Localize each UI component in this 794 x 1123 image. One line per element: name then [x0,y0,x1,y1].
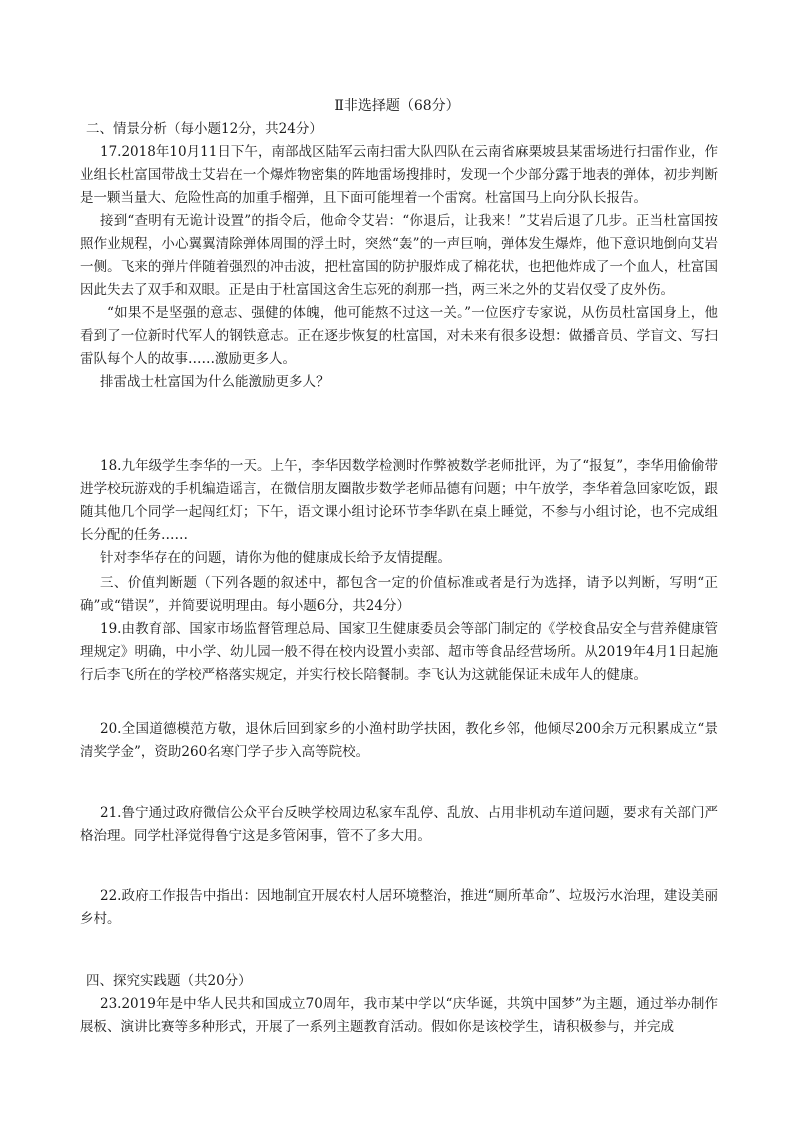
q18-paragraph: 18.九年级学生李华的一天。上午，李华因数学检测时作弊被数学老师批评，为了“报复”，李华用偷偷带进学校玩游戏的手机编造谣言，在微信朋友圈散步数学老师品德有问题；中午放学，李华着急回家吃饭，跟随其他几个同学一起闯红灯；下午，语文课小组讨论环节李华趴在桌上睡觉，不参与小组讨论，也不完成组长分配的任务…… [80,458,718,543]
q17-paragraph-2: 接到“查明有无诡计设置”的指令后，他命令艾岩：“你退后，让我来！”艾岩后退了几步。正当杜富国按照作业规程，小心翼翼清除弹体周围的浮土时，突然“轰”的一声巨响，弹体发生爆炸，他下意识地倒向艾岩一侧。飞来的弹片伴随着强烈的冲击波，把杜富国的防护服炸成了棉花状，也把他炸成了一个血人，杜富国因此失去了双手和双眼。正是由于杜富国这舍生忘死的刹那一挡，两三米之外的艾岩仅受了皮外伤。 [80,213,718,298]
q17-paragraph-1: 17.2018年10月11日下午，南部战区陆军云南扫雷大队四队在云南省麻栗坡县某雷场进行扫雷作业，作业组长杜富国带战士艾岩在一个爆炸物密集的阵地雷场搜排时，发现一个少部分露于地表的弹体，初步判断是一颗当量大、危险性高的加重手榴弹，且下面可能埋着一个雷窝。杜富国马上向分队长报告。 [80,144,718,206]
section3 [80,572,718,687]
q18-block [80,455,718,570]
section-title: Ⅱ非选择题（68分） [334,98,460,114]
q22-block [80,885,718,931]
q21-block [80,802,718,848]
section3-heading: 三、价值判断题（下列各题的叙述中，都包含一定的价值标准或者是行为选择，请予以判断，写明“正确”或“错误”，并简要说明理由。每小题6分，共24分） [80,575,718,614]
q19-paragraph: 19.由教育部、国家市场监督管理总局、国家卫生健康委员会等部门制定的《学校食品安全与营养健康管理规定》明确，中小学、幼儿园一般不得在校内设置小卖部、超市等食品经营场所。从2019年4月1日起施行后李飞所在的学校严格落实规定，并实行校长陪餐制。李飞认为这就能保证未成年人的健康。 [80,621,718,683]
q20-block [80,718,718,764]
q17-paragraph-3: “如果不是坚强的意志、强健的体魄，他可能熬不过这一关。”一位医疗专家说，从伤员杜富国身上，他看到了一位新时代军人的钢铁意志。正在逐步恢复的杜富国，对未来有很多设想：做播音员、学盲文、写扫雷队每个人的故事……激励更多人。 [80,305,718,367]
section4-heading: 四、探究实践题（共20分） [86,973,252,989]
section4 [80,970,718,1039]
q23-paragraph: 23.2019年是中华人民共和国成立70周年，我市某中学以“庆华诞，共筑中国梦”为主题，通过举办制作展板、演讲比赛等多种形式，开展了一系列主题教育活动。假如你是该校学生，请积极参与，并完成 [80,996,718,1035]
section2-heading: 二、情景分析（每小题12分，共24分） [86,121,323,137]
q18-question: 针对李华存在的问题，请你为他的健康成长给予友情提醒。 [100,550,451,566]
q21-paragraph: 21.鲁宁通过政府微信公众平台反映学校周边私家车乱停、乱放、占用非机动车道问题，要求有关部门严格治理。同学杜泽觉得鲁宁这是多管闲事，管不了多大用。 [80,805,718,844]
q22-paragraph: 22.政府工作报告中指出：因地制宜开展农村人居环境整治，推进“厕所革命”、垃圾污水治理，建设美丽乡村。 [80,888,718,927]
q17-question: 排雷战士杜富国为什么能激励更多人？ [100,374,330,390]
q20-paragraph: 20.全国道德模范方敬，退休后回到家乡的小渔村助学扶困，教化乡邻，他倾尽200余万元积累成立“景清奖学金”，资助260名寒门学子步入高等院校。 [80,721,718,760]
section2 [80,118,718,394]
